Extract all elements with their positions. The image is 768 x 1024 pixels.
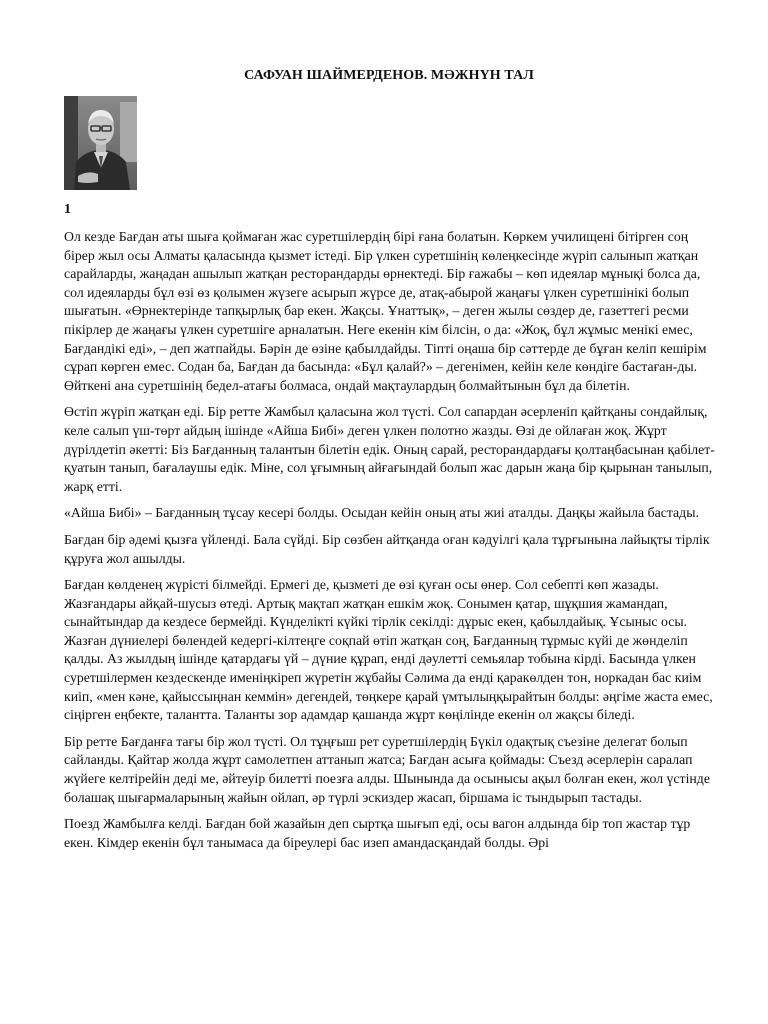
paragraph-3: «Айша Бибі» – Бағданның тұсау кесері болды. Осыдан кейін оның аты жиі аталды. Даңқы жайыла бастады. [64,505,699,521]
article-body [64,228,716,860]
paragraph-1: Ол кезде Бағдан аты шыға қоймаған жас суретшілердің бірі ғана болатын. Көркем училищені бітірген соң бірер жыл осы Алматы қаласында қызмет істеді. Бір үлкен суретшінің көлеңкесінде жүріп салынып жатқан сарайларды, жаңадан ашылып жатқан ресторандарды өрнектеді. Бір ғажабы – көп идеялар мұнықі болса да, сол идеяларды бұл өзі өз қолымен жүзеге асырып жүрсе де, атақ-абырой жаңағы үлкен суретшінікі болып шығатын. «Өрнектерінде тапқырлық бар екен. Жақсы. Ұнаттық», – деген жылы сөздер де, газеттегі ресми пікірлер де жаңағы үлкен суретшіге арналатын. Неге екенін кім білсін, о да: «Жоқ, бұл жұмыс менікі емес, Бағдандікі еді», – деп жатпайды. Бәрін де өзіне қабылдайды. Тіпті оңаша бір сәттерде де бұған келіп кешірім сұрап көрген емес. Содан ба, Бағдан да басында: «Бұл қалай?» – дегенімен, кейін келе көндіге бастаған-ды. Өйткені ана суретшінің бедел-атағы болмаса, ондай мақтаулардың болмайтынын бұл да білетін. [64,229,707,393]
paragraph-6: Бір ретте Бағданға тағы бір жол түсті. Ол тұңғыш рет суретшілердің Бүкіл одақтық съезіне делегат болып сайланды. Қайтар жолда жұрт самолетпен аттанып жатса; Бағдан асыға қоймады: Съезд әсерлерін саралап жүйеге келтірейін деді ме, әйтеуір билетті поезға алды. Шынында да осынысы ақыл болған екен, жол үстінде болашақ шығармаларының жайын ойлап, әр түрлі эскиздер жасап, біршама іс тындырып тастады. [64,733,710,805]
section-number: 1 [64,202,71,217]
paragraph-7: Поезд Жамбылға келді. Бағдан бой жазайын деп сыртқа шығып еді, осы вагон алдында бір топ жастар тұр екен. Кімдер екенін бұл танымаса да біреулері бас изеп амандасқандай болды. Әрі [64,816,691,850]
paragraph-5: Бағдан көлденең жүрісті білмейді. Ермегі де, қызметі де өзі қуған осы өнер. Сол себепті көп жазады. Жазғандары айқай-шусыз өтеді. Артық мақтап жатқан ешкім жоқ. Сонымен қатар, шұқшия жамандап, сынайтындар да кездесе бермейді. Күнделікті күйкі тірлік секілді: дұрыс екен, қабылдайық. Ұсыныс осы. Жазған дүниелері бөлендей кедергі-кілтеңге соқпай өтіп жатқан соң, Бағданның тұрмыс күйі де жөнделіп қалды. Аз жылдың ішінде қатардағы үй – дүние құрап, енді дәулетті семьялар тобына кірді. Басында үлкен суретшілермен кездескенде именіңкіреп жүретін жұбайы Сәлима да енді қаракөлден тон, норкадан бас киім киіп, «мен кәне, қайыссыңнан кеммін» дегендей, төңкере қарай үмтылыңқырайтын болды: әңгіме жаста емес, сіңірген еңбекте, талантта. Таланты зор адамдар қашанда жұрт көңілінде екенін ол жақсы біледі. [64,577,713,723]
author-portrait-icon [64,96,137,190]
page-title: САФУАН ШАЙМЕРДЕНОВ. МӘЖНҮН ТАЛ [244,68,534,83]
author-portrait [64,96,137,190]
paragraph-2: Өстіп жүріп жатқан еді. Бір ретте Жамбыл қаласына жол түсті. Сол сапардан әсерленіп қайтқаны сондайлық, келе салып үш-төрт айдың ішінде «Айша Бибі» деген үлкен полотно жазды. Өзі де ойлаған жоқ. Жұрт дүрілдетіп әкетті: Біз Бағданның талантын білетін едік. Оның сарай, ресторандардағы қолтаңбасынан қабілет-қуатын танып, бағалаушы едік. Міне, сол ұғымның айғағындай болып жас дарын жаңа бір қырынан танылып, жарқ етті. [64,404,715,494]
paragraph-4: Бағдан бір әдемі қызға үйленді. Бала сүйді. Бір сөзбен айтқанда оған кәдуілгі қала тұрғынына лайықты тірлік құруға жол ашылды. [64,531,710,566]
